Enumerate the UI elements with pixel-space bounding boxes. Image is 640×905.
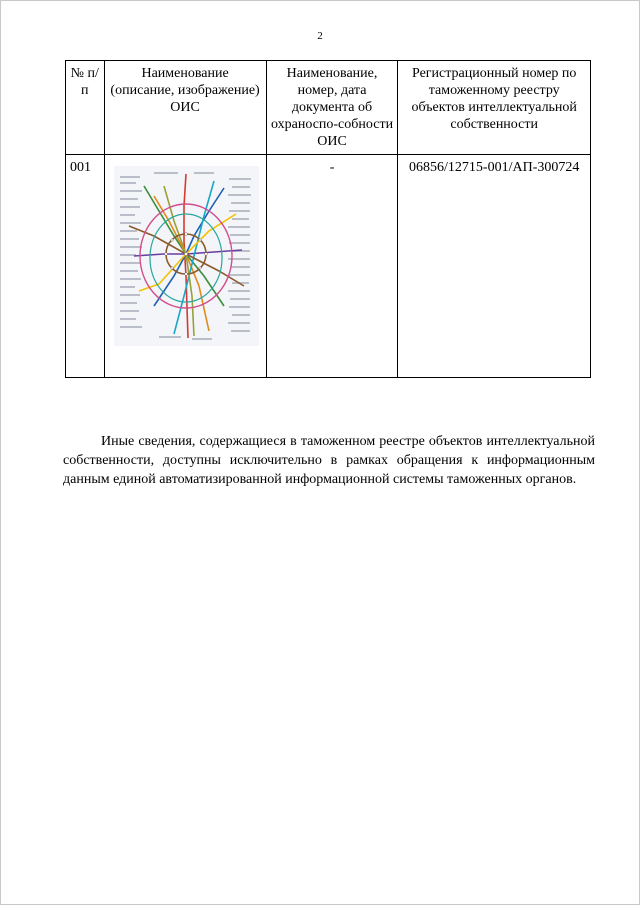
footer-paragraph: Иные сведения, содержащиеся в таможенном реестре объектов интеллектуальной собственности, доступны исключительно в рамках обращения к информационным данным единой автоматизированной информационной системы таможенных органов. <box>63 434 595 487</box>
table-header-row <box>66 61 591 155</box>
row-number: 001 <box>66 155 105 378</box>
header-ois-name: Наименование (описание, изображение) ОИС <box>104 61 266 155</box>
protection-document-value: - <box>266 155 398 378</box>
registration-number-value: 06856/12715-001/АП-300724 <box>398 155 591 378</box>
ip-register-table <box>65 60 591 378</box>
metro-map-image <box>114 166 259 346</box>
header-protection-document: Наименование, номер, дата документа об охраноспо-собности ОИС <box>266 61 398 155</box>
header-number: № п/п <box>66 61 105 155</box>
header-registration-number: Регистрационный номер по таможенному реестру объектов интеллектуальной собственности <box>398 61 591 155</box>
page-number: 2 <box>317 30 323 42</box>
ois-image-cell <box>104 155 266 378</box>
table-row <box>66 155 591 378</box>
